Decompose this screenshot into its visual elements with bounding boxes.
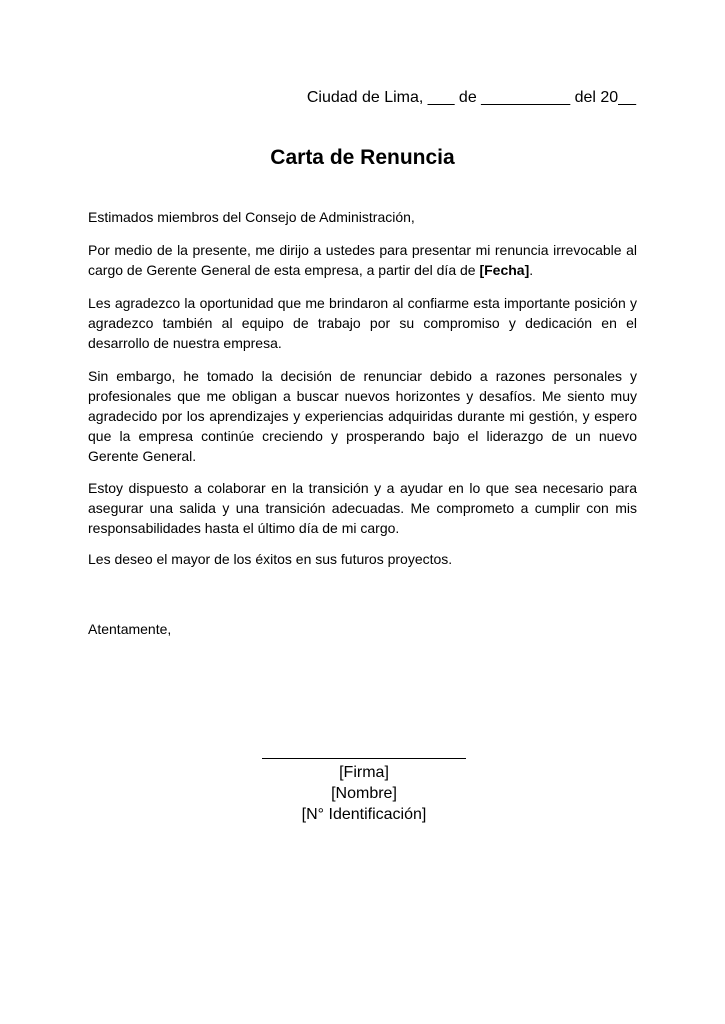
paragraph-3-text: Sin embargo, he tomado la decisión de renunciar debido a razones personales y profesionales que me obligan a buscar nuevos horizontes y desafíos. Me siento muy agradecido por los aprendizajes y experiencias adquiridas durante mi gestión, y espero que la empresa continúe creciendo y prosperando bajo el liderazgo de un nuevo Gerente General. — [88, 368, 637, 464]
paragraph-5-text: Les deseo el mayor de los éxitos en sus futuros proyectos. — [88, 551, 453, 567]
signature-block — [262, 758, 466, 825]
greeting-text: Estimados miembros del Consejo de Administración, — [88, 209, 415, 225]
paragraph-1-body: Por medio de la presente, me dirijo a ustedes para presentar mi renuncia irrevocable al cargo de Gerente General de esta empresa, a partir del día de — [88, 242, 637, 278]
closing — [88, 619, 637, 639]
paragraph-1 — [88, 240, 637, 280]
signature-identificacion: [N° Identificación] — [301, 806, 427, 823]
paragraph-1-end: . — [529, 262, 534, 278]
letter-title: Carta de Renuncia — [270, 146, 455, 169]
signature-firma: [Firma] — [339, 764, 389, 781]
date-line: Ciudad de Lima, ___ de __________ del 20__ — [306, 89, 636, 106]
paragraph-2-text: Les agradezco la oportunidad que me brindaron al confiarme esta importante posición y agradezco también al equipo de trabajo por su compromiso y dedicación en el desarrollo de nuestra empresa. — [88, 295, 637, 351]
greeting — [88, 207, 637, 227]
closing-text: Atentamente, — [88, 621, 172, 637]
paragraph-4 — [88, 478, 637, 538]
date-placeholder: [Fecha] — [479, 262, 530, 278]
paragraph-4-text: Estoy dispuesto a colaborar en la transición y a ayudar en lo que sea necesario para asegurar una salida y una transición adecuadas. Me comprometo a cumplir con mis responsabilidades hasta el último día de mi cargo. — [88, 480, 637, 536]
signature-nombre: [Nombre] — [331, 785, 397, 802]
paragraph-2 — [88, 293, 637, 353]
paragraph-5 — [88, 549, 637, 569]
paragraph-1-text — [88, 240, 637, 280]
paragraph-3 — [88, 366, 637, 466]
signature-line — [262, 758, 466, 759]
